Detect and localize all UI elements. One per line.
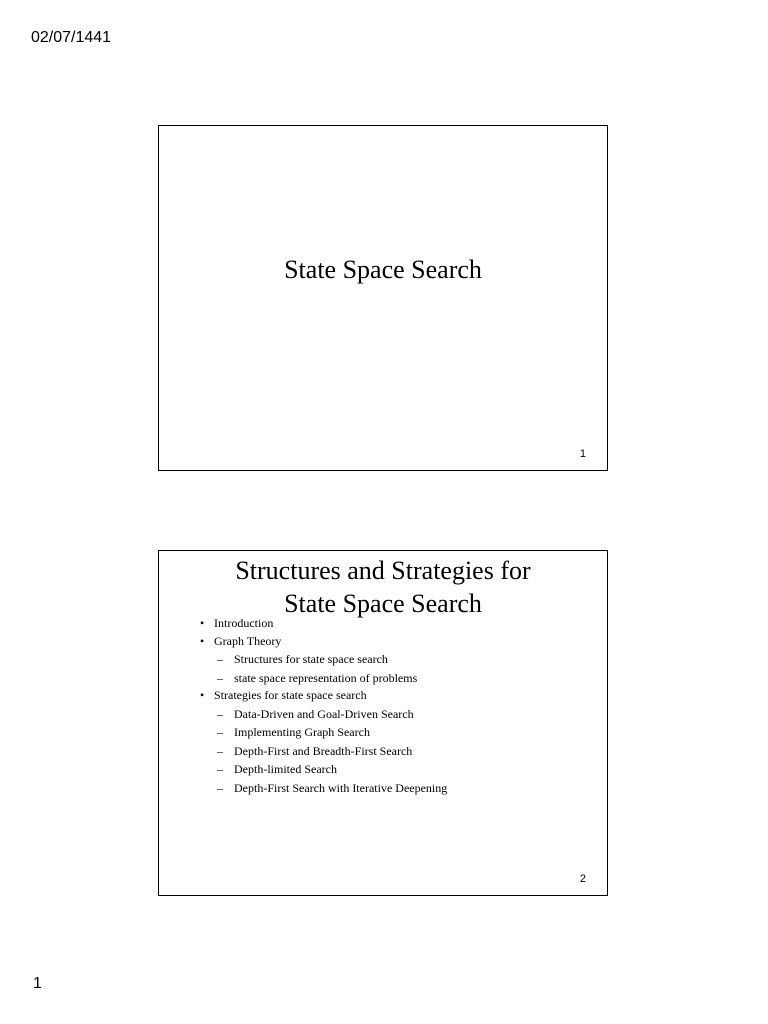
sub-bullet-item bbox=[198, 760, 447, 779]
bullet-dot-icon: • bbox=[200, 633, 205, 648]
bullet-item bbox=[198, 633, 447, 651]
slide-2-bullet-list bbox=[198, 615, 447, 797]
bullet-dot-icon: • bbox=[200, 688, 205, 702]
dash-icon: – bbox=[217, 670, 223, 685]
sub-bullet-text: Data-Driven and Goal-Driven Search bbox=[234, 706, 414, 721]
bullet-item bbox=[198, 615, 447, 633]
slide-2-title-line: State Space Search bbox=[284, 589, 482, 618]
sub-bullet-item bbox=[198, 723, 447, 742]
slide-2-title bbox=[159, 554, 607, 620]
page-number: 1 bbox=[33, 975, 42, 992]
sub-bullet-text: Depth-First Search with Iterative Deepening bbox=[234, 780, 448, 795]
bullet-text: Graph Theory bbox=[214, 633, 282, 648]
bullet-text: Strategies for state space search bbox=[214, 688, 367, 702]
slide-2-number: 2 bbox=[579, 873, 586, 885]
dash-icon: – bbox=[217, 780, 223, 795]
slide-2-thumbnail bbox=[158, 550, 608, 896]
sub-bullet-item bbox=[198, 705, 447, 724]
sub-bullet-text: Depth-limited Search bbox=[234, 762, 337, 776]
sub-bullet-text: state space representation of problems bbox=[234, 670, 418, 685]
sub-bullet-item bbox=[198, 669, 447, 688]
slide-1-thumbnail bbox=[158, 125, 608, 471]
dash-icon: – bbox=[217, 725, 223, 739]
bullet-item bbox=[198, 687, 447, 705]
sub-bullet-text: Implementing Graph Search bbox=[234, 725, 370, 739]
slide-1-number: 1 bbox=[579, 448, 586, 460]
dash-icon: – bbox=[217, 652, 223, 666]
sub-bullet-text: Depth-First and Breadth-First Search bbox=[234, 743, 413, 758]
page-date: 02/07/1441 bbox=[31, 29, 112, 46]
dash-icon: – bbox=[217, 706, 223, 721]
bullet-dot-icon: • bbox=[200, 616, 205, 630]
dash-icon: – bbox=[217, 743, 223, 758]
slide-1-title: State Space Search bbox=[284, 255, 482, 284]
sub-bullet-item bbox=[198, 779, 447, 798]
dash-icon: – bbox=[217, 762, 223, 776]
sub-bullet-text: Structures for state space search bbox=[234, 652, 388, 666]
bullet-text: Introduction bbox=[214, 616, 274, 630]
slide-2-title-line: Structures and Strategies for bbox=[235, 556, 531, 585]
sub-bullet-item bbox=[198, 650, 447, 669]
sub-bullet-item bbox=[198, 742, 447, 761]
